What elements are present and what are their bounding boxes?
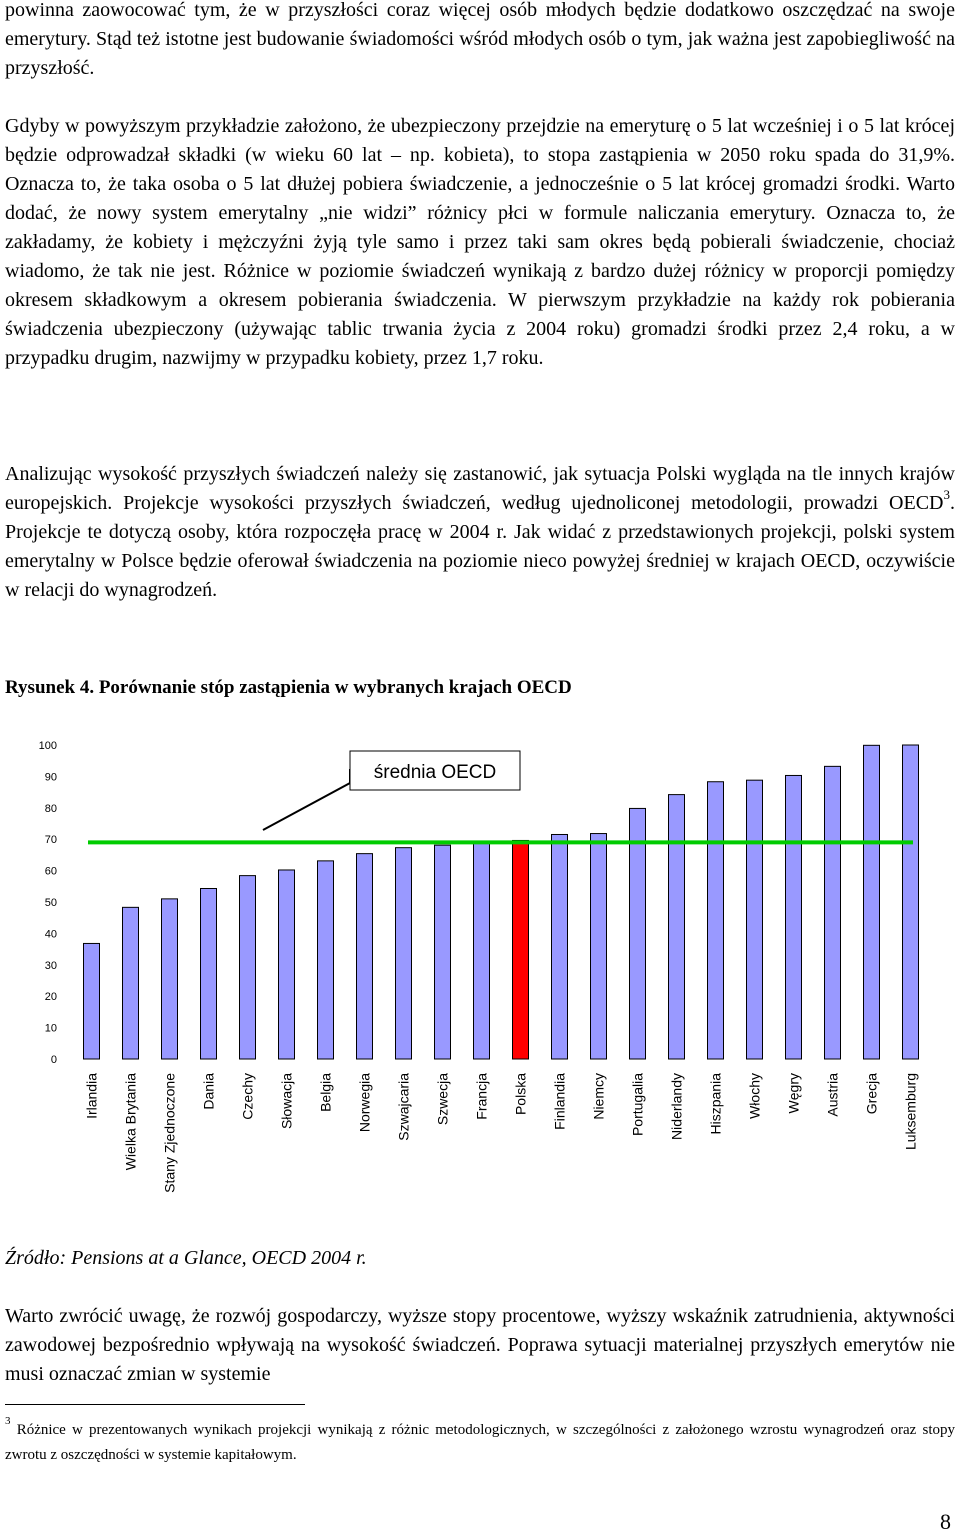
category-label: Austria	[824, 1073, 841, 1117]
y-tick-label: 60	[44, 865, 57, 878]
bar-norwegia	[357, 854, 373, 1059]
y-tick-label: 40	[44, 928, 57, 941]
category-label: Belgia	[317, 1073, 334, 1112]
category-label: Niderlandy	[668, 1073, 685, 1140]
bar-włochy	[747, 780, 763, 1059]
category-label: Irlandia	[83, 1073, 100, 1119]
category-label: Niemcy	[590, 1073, 607, 1120]
annotation-leader-line	[263, 769, 350, 830]
bar-słowacja	[279, 870, 295, 1059]
category-label: Stany Zjednoczone	[161, 1073, 178, 1193]
category-label: Szwecja	[434, 1073, 451, 1126]
figure-caption: Rysunek 4. Porównanie stóp zastąpienia w wybranych krajach OECD	[5, 677, 572, 698]
category-labels	[84, 1073, 919, 1193]
category-label: Norwegia	[356, 1073, 373, 1133]
page-number: 8	[940, 1509, 951, 1534]
category-label: Szwajcaria	[395, 1073, 412, 1141]
y-tick-label: 50	[44, 897, 57, 909]
oecd-average-label: średnia OECD	[373, 762, 497, 783]
category-label: Polska	[512, 1073, 529, 1116]
bar-niderlandy	[669, 795, 685, 1059]
bar-dania	[201, 888, 217, 1059]
bar-wielka-brytania	[123, 907, 139, 1059]
y-tick-label: 20	[44, 991, 57, 1004]
footnote-number: 3	[5, 1415, 11, 1427]
y-tick-label: 10	[44, 1022, 57, 1035]
figure-source: Źródło: Pensions at a Glance, OECD 2004 r.	[5, 1247, 367, 1269]
footnote	[5, 1415, 955, 1468]
y-tick-label: 70	[44, 834, 57, 847]
bar-szwecja	[435, 845, 451, 1059]
bar-szwajcaria	[396, 848, 412, 1059]
bar-czechy	[240, 876, 256, 1059]
category-label: Słowacja	[278, 1073, 295, 1130]
bar-irlandia	[84, 943, 100, 1059]
bar-luksemburg	[903, 745, 919, 1059]
bar-grecja	[864, 745, 880, 1059]
footnote-text: Różnice w prezentowanych wynikach projekcji wynikają z różnic metodologicznych, w szczególności z założonego wzrostu wynagrodzeń oraz stopy zwrotu z oszczędności w systemie kapitałowym.	[5, 1422, 955, 1463]
paragraph-intro: powinna zaowocować tym, że w przyszłości coraz więcej osób młodych będzie dodatkowo oszczędzać na swoje emerytury. Stąd też istotne jest budowanie świadomości wśród młodych osób o tym, jak ważna jest zapobiegliwość na przyszłość.	[5, 0, 955, 79]
category-label: Finlandia	[551, 1073, 568, 1130]
bar-hiszpania	[708, 782, 724, 1059]
footnote-separator	[5, 1404, 305, 1405]
bar-polska	[513, 840, 529, 1059]
y-tick-label: 30	[44, 959, 57, 972]
bar-niemcy	[591, 834, 607, 1059]
category-label: Węgry	[785, 1073, 802, 1114]
category-label: Wielka Brytania	[122, 1073, 139, 1171]
category-label: Portugalia	[629, 1073, 646, 1137]
bars	[84, 745, 919, 1059]
bar-belgia	[318, 861, 334, 1059]
category-label: Dania	[200, 1073, 217, 1110]
paragraph-example: Gdyby w powyższym przykładzie założono, że ubezpieczony przejdzie na emeryturę o 5 lat wcześniej i o 5 lat krócej będzie odprowadzał składki (w wieku 60 lat – np. kobieta), to stopa zastąpienia w 2050 roku spada do 31,9%. Oznacza to, że taka osoba o 5 lat dłużej pobiera świadczenie, a jednocześnie o 5 lat krócej gromadzi środki. Warto dodać, że nowy system emerytalny „nie widzi” różnicy płci w formule naliczania emerytury. Oznacza to, że zakładamy, że kobiety i mężczyźni żyją tyle samo i przez taki sam okres będą pobierali świadczenie, chociaż wiadomo, że tak nie jest. Różnice w poziomie świadczeń wynikają z bardzo dużej różnicy w proporcji pomiędzy okresem składkowym a okresem pobierania świadczenia. W pierwszym przykładzie na każdy rok pobierania świadczenia ubezpieczony (używając tablic trwania życia z 2004 roku) gromadzi środki przez 2,4 roku, a w przypadku drugim, nazwijmy w przypadku kobiety, przez 1,7 roku.	[5, 115, 955, 369]
bar-francja	[474, 843, 490, 1059]
y-axis	[39, 740, 57, 1066]
paragraph-oecd-text-before: Analizując wysokość przyszłych świadczeń należy się zastanowić, jak sytuacja Polski wygląda na tle innych krajów europejskich. Projekcje wysokości przyszłych świadczeń, według ujednoliconej metodologii, prowadzi OECD	[5, 463, 955, 514]
bar-finlandia	[552, 834, 568, 1059]
category-label: Czechy	[239, 1073, 256, 1120]
bar-portugalia	[630, 808, 646, 1059]
y-tick-label: 100	[38, 740, 57, 752]
category-label: Włochy	[746, 1073, 763, 1119]
category-label: Francja	[473, 1073, 490, 1120]
bar-węgry	[786, 775, 802, 1059]
paragraph-economy: Warto zwrócić uwagę, że rozwój gospodarczy, wyższe stopy procentowe, wyższy wskaźnik zatrudnienia, aktywności zawodowej bezpośrednio wpływają na wysokość świadczeń. Poprawa sytuacji materialnej przyszłych emerytów nie musi oznaczać zmian w systemie	[5, 1305, 955, 1385]
category-label: Hiszpania	[707, 1073, 724, 1135]
y-tick-label: 0	[50, 1054, 57, 1066]
paragraph-oecd-text-after: . Projekcje te dotyczą osoby, która rozpoczęła pracę w 2004 r. Jak widać z przedstawionych projekcji, polski system emerytalny w Polsce będzie oferował świadczenia na poziomie nieco powyżej średniej w krajach OECD, oczywiście w relacji do wynagrodzeń.	[5, 492, 955, 601]
bar-austria	[825, 766, 841, 1059]
paragraph-oecd	[5, 460, 955, 605]
footnote-reference[interactable]: 3	[943, 487, 950, 503]
bar-stany-zjednoczone	[162, 899, 178, 1059]
y-tick-label: 80	[44, 802, 57, 815]
category-label: Luksemburg	[902, 1073, 919, 1151]
category-label: Grecja	[863, 1073, 880, 1115]
replacement-rate-chart	[5, 730, 955, 1230]
y-tick-label: 90	[44, 771, 57, 784]
